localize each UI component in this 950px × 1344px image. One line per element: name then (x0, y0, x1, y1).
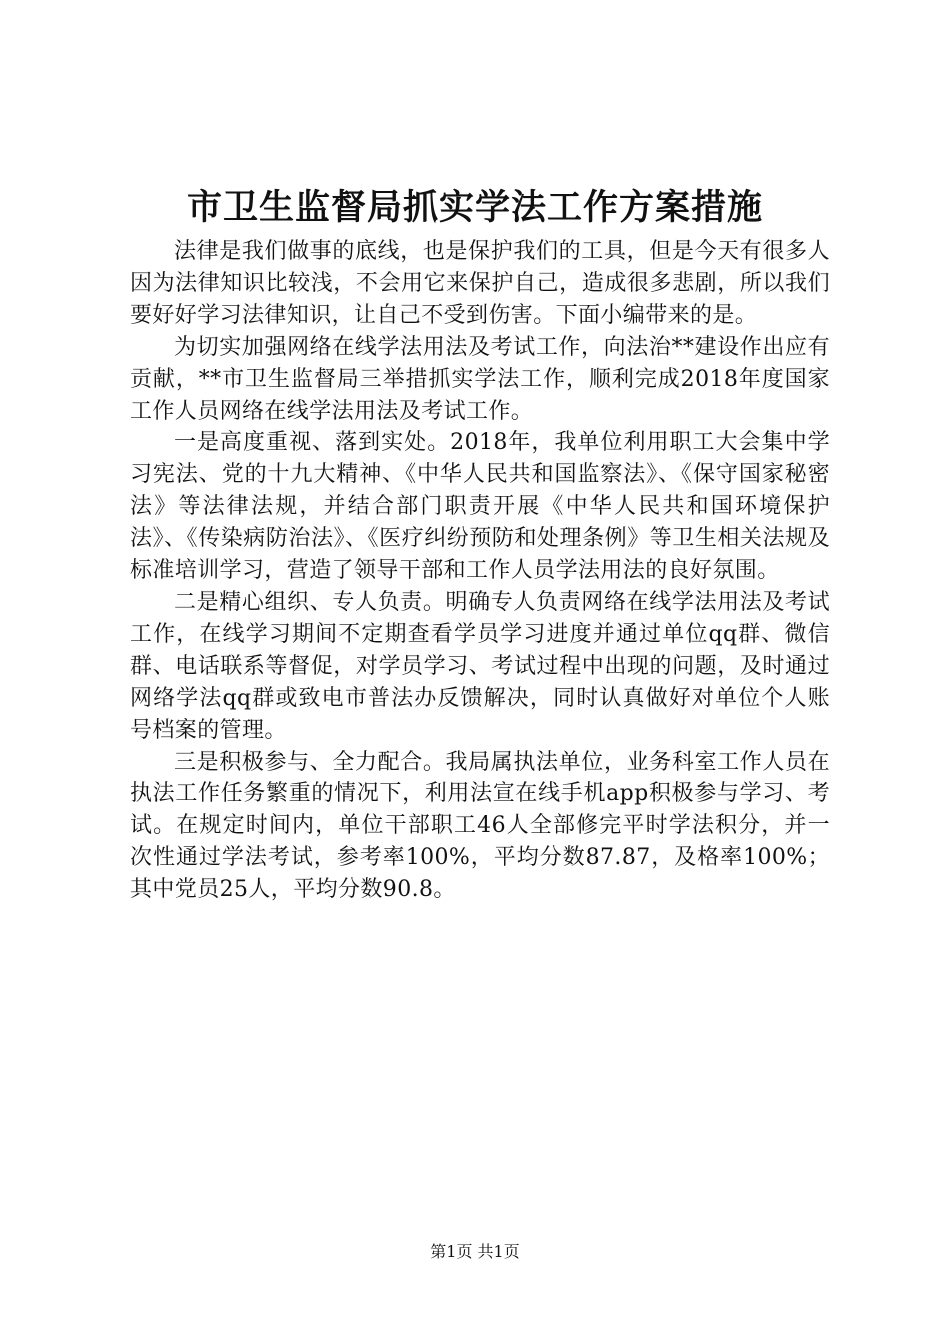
paragraph-measure-two: 二是精心组织、专人负责。明确专人负责网络在线学法用法及考试工作，在线学习期间不定期查看学员学习进度并通过单位qq群、微信群、电话联系等督促，对学员学习、考试过程中出现的问题，及时通过网络学法qq群或致电市普法办反馈解决，同时认真做好对单位个人账号档案的管理。 (130, 589, 830, 743)
paragraph-overview: 为切实加强网络在线学法用法及考试工作，向法治**建设作出应有贡献，**市卫生监督局三举措抓实学法工作，顺利完成2018年度国家工作人员网络在线学法用法及考试工作。 (130, 334, 830, 424)
paragraph-intro: 法律是我们做事的底线，也是保护我们的工具，但是今天有很多人因为法律知识比较浅，不会用它来保护自己，造成很多悲剧，所以我们要好好学习法律知识，让自己不受到伤害。下面小编带来的是。 (130, 239, 830, 328)
page-number-footer: 第1页 共1页 (430, 1242, 520, 1261)
document-title: 市卫生监督局抓实学法工作方案措施 (186, 187, 763, 228)
document-body (130, 236, 830, 906)
paragraph-measure-one: 一是高度重视、落到实处。2018年，我单位利用职工大会集中学习宪法、党的十九大精神、《中华人民共和国监察法》、《保守国家秘密法》等法律法规，并结合部门职责开展《中华人民共和国环境保护法》、《传染病防治法》、《医疗纠纷预防和处理条例》等卫生相关法规及标准培训学习，营造了领导干部和工作人员学法用法的良好氛围。 (130, 430, 830, 584)
paragraph-measure-three: 三是积极参与、全力配合。我局属执法单位，业务科室工作人员在执法工作任务繁重的情况下，利用法宣在线手机app积极参与学习、考试。在规定时间内，单位干部职工46人全部修完平时学法积分，并一次性通过学法考试，参考率100%，平均分数87.87，及格率100%；其中党员25人，平均分数90.8。 (130, 749, 830, 903)
